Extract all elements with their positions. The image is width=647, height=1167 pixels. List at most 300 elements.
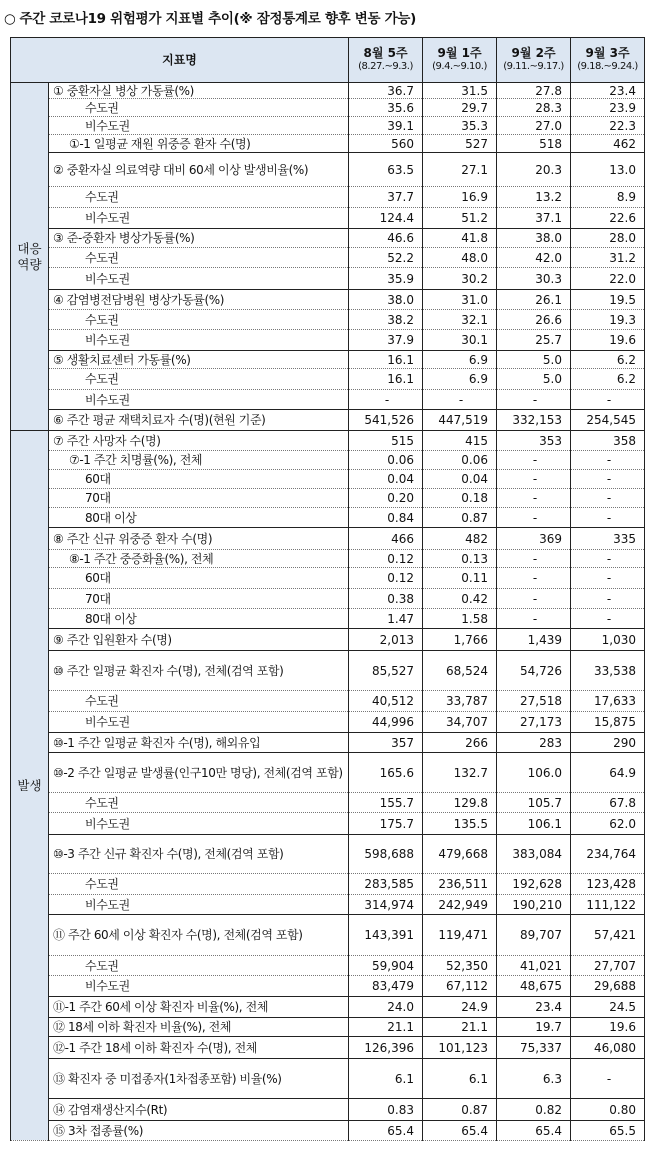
value-cell: 46.6 — [349, 229, 423, 248]
table-row — [11, 895, 645, 915]
value-cell: 27,518 — [497, 691, 571, 712]
indicator-label: 수도권 — [49, 248, 349, 268]
table-row — [11, 470, 645, 489]
table-row — [11, 1121, 645, 1141]
indicator-label: ⑥ 주간 평균 재택치료자 수(명)(현원 기준) — [49, 410, 349, 431]
table-row — [11, 1037, 645, 1059]
value-cell: - — [571, 1059, 645, 1099]
value-cell: 54,726 — [497, 651, 571, 691]
value-cell: - — [497, 550, 571, 568]
table-row — [11, 390, 645, 410]
indicator-label: ⑩-1 주간 일평균 확진자 수(명), 해외유입 — [49, 733, 349, 753]
value-cell: 560 — [349, 135, 423, 153]
value-cell: 192,628 — [497, 874, 571, 895]
value-cell: - — [571, 451, 645, 470]
value-cell: - — [571, 609, 645, 629]
value-cell: 19.6 — [571, 1018, 645, 1037]
table-row — [11, 835, 645, 874]
week-header — [571, 38, 645, 83]
value-cell: - — [497, 508, 571, 528]
table-row — [11, 508, 645, 528]
indicator-label: 60대 — [49, 470, 349, 489]
value-cell: 21.1 — [423, 1018, 497, 1037]
table-row — [11, 712, 645, 733]
week-range: (8.27.~9.3.) — [358, 61, 413, 72]
value-cell: 353 — [497, 431, 571, 451]
value-cell: - — [571, 568, 645, 589]
value-cell: 6.3 — [497, 1059, 571, 1099]
value-cell: 19.6 — [571, 330, 645, 351]
indicator-label: ⑤ 생활치료센터 가동률(%) — [49, 351, 349, 369]
value-cell: 1,439 — [497, 629, 571, 651]
value-cell: 19.3 — [571, 310, 645, 330]
table-row — [11, 753, 645, 793]
indicator-label: 수도권 — [49, 310, 349, 330]
value-cell: 124.4 — [349, 208, 423, 229]
value-cell: 36.7 — [349, 83, 423, 99]
value-cell: 314,974 — [349, 895, 423, 915]
value-cell: 0.13 — [423, 550, 497, 568]
value-cell: 0.87 — [423, 1099, 497, 1121]
value-cell: 0.84 — [349, 508, 423, 528]
value-cell: 111,122 — [571, 895, 645, 915]
value-cell: 6.1 — [349, 1059, 423, 1099]
value-cell: 126,396 — [349, 1037, 423, 1059]
value-cell: 0.04 — [349, 470, 423, 489]
table-row — [11, 651, 645, 691]
value-cell: 59,904 — [349, 956, 423, 976]
value-cell: 68,524 — [423, 651, 497, 691]
table-row — [11, 528, 645, 550]
value-cell: 6.2 — [571, 369, 645, 390]
value-cell: 0.12 — [349, 568, 423, 589]
indicator-label: 비수도권 — [49, 208, 349, 229]
indicator-label: 60대 — [49, 568, 349, 589]
value-cell: 26.6 — [497, 310, 571, 330]
value-cell: 23.4 — [571, 83, 645, 99]
value-cell: - — [497, 489, 571, 508]
value-cell: 41.8 — [423, 229, 497, 248]
value-cell: 190,210 — [497, 895, 571, 915]
value-cell: 30.2 — [423, 268, 497, 290]
value-cell: 42.0 — [497, 248, 571, 268]
value-cell: 358 — [571, 431, 645, 451]
table-row — [11, 874, 645, 895]
value-cell: 541,526 — [349, 410, 423, 431]
value-cell: 165.6 — [349, 753, 423, 793]
table-row — [11, 410, 645, 431]
value-cell: 32.1 — [423, 310, 497, 330]
value-cell: 332,153 — [497, 410, 571, 431]
indicator-label: ⑩-3 주간 신규 확진자 수(명), 전체(검역 포함) — [49, 835, 349, 874]
indicator-label: 70대 — [49, 489, 349, 508]
value-cell: 28.0 — [571, 229, 645, 248]
value-cell: 1,030 — [571, 629, 645, 651]
table-row — [11, 589, 645, 609]
value-cell: 51.2 — [423, 208, 497, 229]
indicator-label: ①-1 일평균 재원 위중증 환자 수(명) — [49, 135, 349, 153]
value-cell: - — [571, 489, 645, 508]
value-cell: 38.2 — [349, 310, 423, 330]
value-cell: 62.0 — [571, 813, 645, 835]
week-label: 9월 3주 — [585, 46, 630, 60]
value-cell: 34,707 — [423, 712, 497, 733]
indicator-label: 비수도권 — [49, 268, 349, 290]
indicator-label: 80대 이상 — [49, 508, 349, 528]
indicator-label: 80대 이상 — [49, 609, 349, 629]
value-cell: 48,675 — [497, 976, 571, 997]
value-cell: - — [571, 508, 645, 528]
value-cell: 0.06 — [423, 451, 497, 470]
week-range: (9.18.~9.24.) — [577, 61, 638, 72]
value-cell: 518 — [497, 135, 571, 153]
value-cell: 41,021 — [497, 956, 571, 976]
value-cell: 63.5 — [349, 153, 423, 187]
table-row — [11, 629, 645, 651]
indicator-label: 비수도권 — [49, 117, 349, 135]
indicator-label: ⑭ 감염재생산지수(Rt) — [49, 1099, 349, 1121]
week-header — [349, 38, 423, 83]
value-cell: 415 — [423, 431, 497, 451]
value-cell: 0.20 — [349, 489, 423, 508]
value-cell: 52,350 — [423, 956, 497, 976]
value-cell: 132.7 — [423, 753, 497, 793]
value-cell: 19.5 — [571, 290, 645, 310]
value-cell: 129.8 — [423, 793, 497, 813]
value-cell: 35.9 — [349, 268, 423, 290]
table-row — [11, 691, 645, 712]
table-body — [11, 83, 645, 1141]
value-cell: 6.9 — [423, 369, 497, 390]
value-cell: 24.5 — [571, 997, 645, 1018]
indicator-label: 비수도권 — [49, 895, 349, 915]
table-row — [11, 976, 645, 997]
indicator-label: 70대 — [49, 589, 349, 609]
table-row — [11, 915, 645, 956]
value-cell: 0.06 — [349, 451, 423, 470]
value-cell: 27,707 — [571, 956, 645, 976]
value-cell: 283,585 — [349, 874, 423, 895]
group-label-occurrence: 발생 — [11, 431, 49, 1141]
indicator-label: ⑦ 주간 사망자 수(명) — [49, 431, 349, 451]
value-cell: 22.3 — [571, 117, 645, 135]
value-cell: 33,787 — [423, 691, 497, 712]
indicator-label: ⑧-1 주간 중증화율(%), 전체 — [49, 550, 349, 568]
table-row — [11, 290, 645, 310]
table-row — [11, 997, 645, 1018]
table-row — [11, 268, 645, 290]
value-cell: 31.0 — [423, 290, 497, 310]
table-row — [11, 99, 645, 117]
value-cell: 527 — [423, 135, 497, 153]
indicator-label: 비수도권 — [49, 390, 349, 410]
indicator-label: ⑩ 주간 일평균 확진자 수(명), 전체(검역 포함) — [49, 651, 349, 691]
table-row — [11, 187, 645, 208]
table-row — [11, 793, 645, 813]
value-cell: 5.0 — [497, 351, 571, 369]
value-cell: 83,479 — [349, 976, 423, 997]
value-cell: 119,471 — [423, 915, 497, 956]
value-cell: 22.6 — [571, 208, 645, 229]
value-cell: 482 — [423, 528, 497, 550]
table-row — [11, 351, 645, 369]
indicator-label: 수도권 — [49, 369, 349, 390]
week-range: (9.11.~9.17.) — [503, 61, 564, 72]
value-cell: 16.1 — [349, 369, 423, 390]
value-cell: 0.80 — [571, 1099, 645, 1121]
indicator-label: 비수도권 — [49, 976, 349, 997]
indicator-label: ⑮ 3차 접종률(%) — [49, 1121, 349, 1141]
table-row — [11, 310, 645, 330]
value-cell: 135.5 — [423, 813, 497, 835]
value-cell: 13.2 — [497, 187, 571, 208]
value-cell: 266 — [423, 733, 497, 753]
value-cell: 37.1 — [497, 208, 571, 229]
value-cell: - — [497, 390, 571, 410]
value-cell: 16.9 — [423, 187, 497, 208]
risk-indicator-table — [10, 37, 645, 1141]
value-cell: 24.9 — [423, 997, 497, 1018]
value-cell: 31.5 — [423, 83, 497, 99]
value-cell: 75,337 — [497, 1037, 571, 1059]
value-cell: 27.8 — [497, 83, 571, 99]
indicator-label: ⑪ 주간 60세 이상 확진자 수(명), 전체(검역 포함) — [49, 915, 349, 956]
week-label: 9월 1주 — [437, 46, 482, 60]
table-row — [11, 248, 645, 268]
value-cell: 106.1 — [497, 813, 571, 835]
indicator-label: 비수도권 — [49, 813, 349, 835]
value-cell: 37.9 — [349, 330, 423, 351]
value-cell: 27.0 — [497, 117, 571, 135]
value-cell: 13.0 — [571, 153, 645, 187]
value-cell: 27,173 — [497, 712, 571, 733]
value-cell: 462 — [571, 135, 645, 153]
indicator-label: 수도권 — [49, 187, 349, 208]
week-label: 8월 5주 — [363, 46, 408, 60]
value-cell: - — [497, 470, 571, 489]
value-cell: 335 — [571, 528, 645, 550]
value-cell: 57,421 — [571, 915, 645, 956]
value-cell: 65.4 — [497, 1121, 571, 1141]
title-bullet: ○ — [4, 11, 16, 27]
group-label-capacity: 대응 역량 — [11, 83, 49, 431]
value-cell: 23.9 — [571, 99, 645, 117]
table-row — [11, 431, 645, 451]
table-row — [11, 1099, 645, 1121]
indicator-label: 수도권 — [49, 99, 349, 117]
value-cell: 65.4 — [423, 1121, 497, 1141]
value-cell: 21.1 — [349, 1018, 423, 1037]
indicator-label: ⑬ 확진자 중 미접종자(1차접종포함) 비율(%) — [49, 1059, 349, 1099]
value-cell: 0.87 — [423, 508, 497, 528]
indicator-label: ⑦-1 주간 치명률(%), 전체 — [49, 451, 349, 470]
title-text: 주간 코로나19 위험평가 지표별 추이(※ 잠정통계로 향후 변동 가능) — [19, 11, 416, 27]
value-cell: 23.4 — [497, 997, 571, 1018]
value-cell: - — [497, 589, 571, 609]
indicator-label: ⑧ 주간 신규 위중증 환자 수(명) — [49, 528, 349, 550]
value-cell: 89,707 — [497, 915, 571, 956]
value-cell: 369 — [497, 528, 571, 550]
value-cell: 25.7 — [497, 330, 571, 351]
value-cell: 40,512 — [349, 691, 423, 712]
value-cell: 0.04 — [423, 470, 497, 489]
indicator-label: ⑫ 18세 이하 확진자 비율(%), 전체 — [49, 1018, 349, 1037]
indicator-label: ③ 준-중환자 병상가동률(%) — [49, 229, 349, 248]
indicator-label: 수도권 — [49, 956, 349, 976]
value-cell: 52.2 — [349, 248, 423, 268]
week-header — [423, 38, 497, 83]
table-row — [11, 153, 645, 187]
value-cell: 19.7 — [497, 1018, 571, 1037]
indicator-label: ⑨ 주간 입원환자 수(명) — [49, 629, 349, 651]
value-cell: 29.7 — [423, 99, 497, 117]
table-row — [11, 229, 645, 248]
value-cell: 22.0 — [571, 268, 645, 290]
value-cell: 598,688 — [349, 835, 423, 874]
value-cell: - — [349, 390, 423, 410]
value-cell: 6.1 — [423, 1059, 497, 1099]
indicator-header: 지표명 — [11, 38, 349, 83]
indicator-label: ⑫-1 주간 18세 이하 확진자 수(명), 전체 — [49, 1037, 349, 1059]
value-cell: 30.3 — [497, 268, 571, 290]
table-row — [11, 369, 645, 390]
value-cell: 48.0 — [423, 248, 497, 268]
week-header — [497, 38, 571, 83]
table-row — [11, 451, 645, 470]
value-cell: 20.3 — [497, 153, 571, 187]
value-cell: 1.58 — [423, 609, 497, 629]
value-cell: 234,764 — [571, 835, 645, 874]
indicator-label: ⑩-2 주간 일평균 발생률(인구10만 명당), 전체(검역 포함) — [49, 753, 349, 793]
value-cell: 123,428 — [571, 874, 645, 895]
value-cell: 35.3 — [423, 117, 497, 135]
value-cell: 44,996 — [349, 712, 423, 733]
value-cell: 67.8 — [571, 793, 645, 813]
table-row — [11, 1059, 645, 1099]
table-row — [11, 550, 645, 568]
value-cell: - — [571, 390, 645, 410]
table-row — [11, 330, 645, 351]
indicator-label: ⑪-1 주간 60세 이상 확진자 비율(%), 전체 — [49, 997, 349, 1018]
value-cell: 101,123 — [423, 1037, 497, 1059]
table-row — [11, 208, 645, 229]
value-cell: 6.9 — [423, 351, 497, 369]
value-cell: 38.0 — [497, 229, 571, 248]
value-cell: - — [497, 451, 571, 470]
value-cell: 106.0 — [497, 753, 571, 793]
value-cell: 0.12 — [349, 550, 423, 568]
header-row — [11, 38, 645, 83]
indicator-label: ② 중환자실 의료역량 대비 60세 이상 발생비율(%) — [49, 153, 349, 187]
value-cell: 37.7 — [349, 187, 423, 208]
value-cell: 0.38 — [349, 589, 423, 609]
value-cell: 31.2 — [571, 248, 645, 268]
table-row — [11, 1018, 645, 1037]
week-label: 9월 2주 — [511, 46, 556, 60]
value-cell: 2,013 — [349, 629, 423, 651]
value-cell: 38.0 — [349, 290, 423, 310]
indicator-label: ④ 감염병전담병원 병상가동률(%) — [49, 290, 349, 310]
value-cell: 6.2 — [571, 351, 645, 369]
table-row — [11, 609, 645, 629]
value-cell: 46,080 — [571, 1037, 645, 1059]
value-cell: - — [571, 550, 645, 568]
value-cell: 8.9 — [571, 187, 645, 208]
value-cell: 85,527 — [349, 651, 423, 691]
table-row — [11, 117, 645, 135]
value-cell: 0.83 — [349, 1099, 423, 1121]
indicator-label: 수도권 — [49, 691, 349, 712]
value-cell: 0.18 — [423, 489, 497, 508]
value-cell: 479,668 — [423, 835, 497, 874]
value-cell: - — [571, 470, 645, 489]
value-cell: 5.0 — [497, 369, 571, 390]
value-cell: 15,875 — [571, 712, 645, 733]
value-cell: 1.47 — [349, 609, 423, 629]
table-row — [11, 489, 645, 508]
value-cell: 466 — [349, 528, 423, 550]
value-cell: 143,391 — [349, 915, 423, 956]
value-cell: 64.9 — [571, 753, 645, 793]
value-cell: - — [423, 390, 497, 410]
value-cell: 16.1 — [349, 351, 423, 369]
value-cell: 254,545 — [571, 410, 645, 431]
value-cell: 515 — [349, 431, 423, 451]
value-cell: - — [497, 568, 571, 589]
value-cell: 105.7 — [497, 793, 571, 813]
value-cell: 290 — [571, 733, 645, 753]
table-row — [11, 733, 645, 753]
value-cell: 1,766 — [423, 629, 497, 651]
value-cell: 33,538 — [571, 651, 645, 691]
indicator-label: 수도권 — [49, 874, 349, 895]
value-cell: 236,511 — [423, 874, 497, 895]
table-row — [11, 813, 645, 835]
value-cell: 26.1 — [497, 290, 571, 310]
value-cell: 17,633 — [571, 691, 645, 712]
value-cell: 0.11 — [423, 568, 497, 589]
value-cell: 65.5 — [571, 1121, 645, 1141]
value-cell: 29,688 — [571, 976, 645, 997]
value-cell: 28.3 — [497, 99, 571, 117]
table-row — [11, 135, 645, 153]
indicator-label: 비수도권 — [49, 330, 349, 351]
value-cell: 39.1 — [349, 117, 423, 135]
value-cell: 65.4 — [349, 1121, 423, 1141]
value-cell: 24.0 — [349, 997, 423, 1018]
value-cell: 447,519 — [423, 410, 497, 431]
value-cell: 67,112 — [423, 976, 497, 997]
value-cell: 357 — [349, 733, 423, 753]
value-cell: 0.42 — [423, 589, 497, 609]
value-cell: 155.7 — [349, 793, 423, 813]
indicator-label: 수도권 — [49, 793, 349, 813]
indicator-label: 비수도권 — [49, 712, 349, 733]
week-range: (9.4.~9.10.) — [432, 61, 487, 72]
value-cell: 383,084 — [497, 835, 571, 874]
value-cell: - — [497, 609, 571, 629]
value-cell: 283 — [497, 733, 571, 753]
table-row — [11, 568, 645, 589]
value-cell: - — [571, 589, 645, 609]
value-cell: 35.6 — [349, 99, 423, 117]
value-cell: 0.82 — [497, 1099, 571, 1121]
value-cell: 175.7 — [349, 813, 423, 835]
value-cell: 27.1 — [423, 153, 497, 187]
value-cell: 30.1 — [423, 330, 497, 351]
indicator-label: ① 중환자실 병상 가동률(%) — [49, 83, 349, 99]
value-cell: 242,949 — [423, 895, 497, 915]
